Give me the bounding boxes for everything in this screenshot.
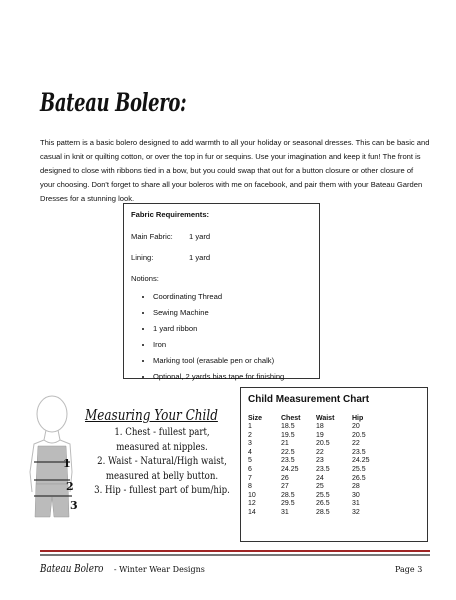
lining-label: Lining:	[131, 253, 154, 262]
table-row	[248, 483, 388, 492]
table-header-row	[248, 415, 388, 423]
footer-rule-red	[40, 550, 430, 552]
table-cell: 10	[248, 491, 256, 499]
table-cell: 2	[248, 431, 252, 439]
measuring-line: 1. Chest - fullest part,	[114, 426, 210, 438]
list-item: • Iron	[153, 340, 312, 350]
table-row	[248, 475, 388, 484]
page-number: Page 3	[395, 565, 423, 574]
column-header: Waist	[316, 415, 335, 422]
list-item: • Coordinating Thread	[153, 292, 312, 302]
table-cell: 22	[352, 440, 360, 448]
notions-label: Notions:	[131, 274, 159, 283]
lining-row	[131, 253, 312, 262]
measuring-instructions	[85, 406, 245, 498]
table-cell: 25.5	[352, 465, 366, 473]
table-row	[248, 440, 388, 449]
table-cell: 22	[316, 448, 324, 456]
table-row	[248, 423, 388, 432]
table-cell: 20.5	[316, 440, 330, 448]
table-row	[248, 449, 388, 458]
table-cell: 19	[316, 431, 324, 439]
table-cell: 6	[248, 465, 252, 473]
column-header: Size	[248, 415, 263, 422]
table-row	[248, 500, 388, 509]
table-cell: 20	[352, 423, 360, 430]
table-cell: 3	[248, 440, 252, 448]
table-cell: 30	[352, 491, 360, 499]
page-title: Bateau Bolero:	[40, 88, 187, 117]
table-row	[248, 492, 388, 501]
table-cell: 31	[352, 500, 360, 508]
table-cell: 5	[248, 457, 252, 465]
waist-marker: 2	[66, 480, 74, 493]
lining-value: 1 yard	[189, 253, 211, 262]
table-cell: 32	[352, 508, 360, 516]
table-cell: 8	[248, 483, 252, 491]
footer-rule-gray	[40, 554, 430, 556]
table-row	[248, 509, 388, 518]
table-cell: 25.5	[316, 491, 330, 499]
table-cell: 18.5	[281, 423, 295, 430]
intro-paragraph: This pattern is a basic bolero designed to add warmth to all your holiday or seasonal dresses. This can be basic and casual in knit or quilting cotton, or over the top in fur or sequins. Use your imagination and keep it fun! The front is designed to close with ribbons tied in a bow, but you could swap that out for a button closure or other closure of your choosing. Don't forget to share all your boleros with me on facebook, and pair them with your Bateau Garden Dresses for a stunning look.	[40, 138, 430, 203]
column-header: Hip	[352, 415, 364, 422]
table-cell: 24.25	[352, 457, 370, 465]
table-cell: 23.5	[352, 448, 366, 456]
chest-marker: 1	[63, 457, 71, 470]
table-cell: 29.5	[281, 500, 295, 508]
measuring-line: measured at nipples.	[116, 440, 208, 453]
table-cell: 19.5	[281, 431, 295, 439]
table-cell: 14	[248, 508, 256, 516]
fabric-requirements-box	[123, 203, 320, 379]
main-fabric-value: 1 yard	[189, 232, 211, 241]
column-header: Chest	[281, 415, 301, 422]
table-cell: 23.5	[316, 465, 330, 473]
list-item: • Optional, 2 yards bias tape for finishing	[153, 372, 312, 382]
footer-brand	[40, 562, 205, 575]
table-row	[248, 457, 388, 466]
list-item: • 1 yard ribbon	[153, 324, 312, 334]
table-cell: 12	[248, 500, 256, 508]
table-cell: 4	[248, 448, 252, 456]
list-item: • Marking tool (erasable pen or chalk)	[153, 356, 312, 366]
notions-list	[131, 292, 312, 382]
footer-brand-suffix: - Winter Wear Designs	[111, 565, 205, 574]
table-cell: 28.5	[316, 508, 330, 516]
fabric-requirements-header: Fabric Requirements:	[131, 210, 210, 219]
table-cell: 1	[248, 423, 252, 430]
table-cell: 18	[316, 423, 324, 430]
list-item: • Sewing Machine	[153, 308, 312, 318]
table-cell: 24.25	[281, 465, 299, 473]
table-cell: 23.5	[281, 457, 295, 465]
footer-brand-name: Bateau Bolero	[40, 562, 104, 575]
table-cell: 20.5	[352, 431, 366, 439]
table-cell: 28.5	[281, 491, 295, 499]
table-row	[248, 466, 388, 475]
table-cell: 25	[316, 483, 324, 491]
main-fabric-row	[131, 232, 312, 241]
measurement-table	[248, 415, 388, 518]
table-row	[248, 432, 388, 441]
measurement-chart-header: Child Measurement Chart	[248, 394, 370, 405]
table-cell: 26.5	[316, 500, 330, 508]
measuring-title: Measuring Your Child	[85, 406, 218, 424]
table-cell: 21	[281, 440, 289, 448]
table-cell: 22.5	[281, 448, 295, 456]
measuring-line: 3. Hip - fullest part of bum/hip.	[94, 484, 230, 496]
table-cell: 7	[248, 474, 252, 482]
table-cell: 31	[281, 508, 289, 516]
table-cell: 24	[316, 474, 324, 482]
measuring-line: measured at belly button.	[105, 469, 219, 482]
main-fabric-label: Main Fabric:	[131, 232, 173, 241]
measuring-line: 2. Waist - Natural/High waist,	[97, 455, 227, 467]
table-cell: 28	[352, 483, 360, 491]
table-cell: 26.5	[352, 474, 366, 482]
hip-marker: 3	[70, 499, 78, 512]
table-cell: 26	[281, 474, 289, 482]
table-cell: 23	[316, 457, 324, 465]
table-cell: 27	[281, 483, 289, 491]
measurement-chart-box	[240, 387, 428, 542]
child-figure-illustration	[22, 392, 92, 542]
